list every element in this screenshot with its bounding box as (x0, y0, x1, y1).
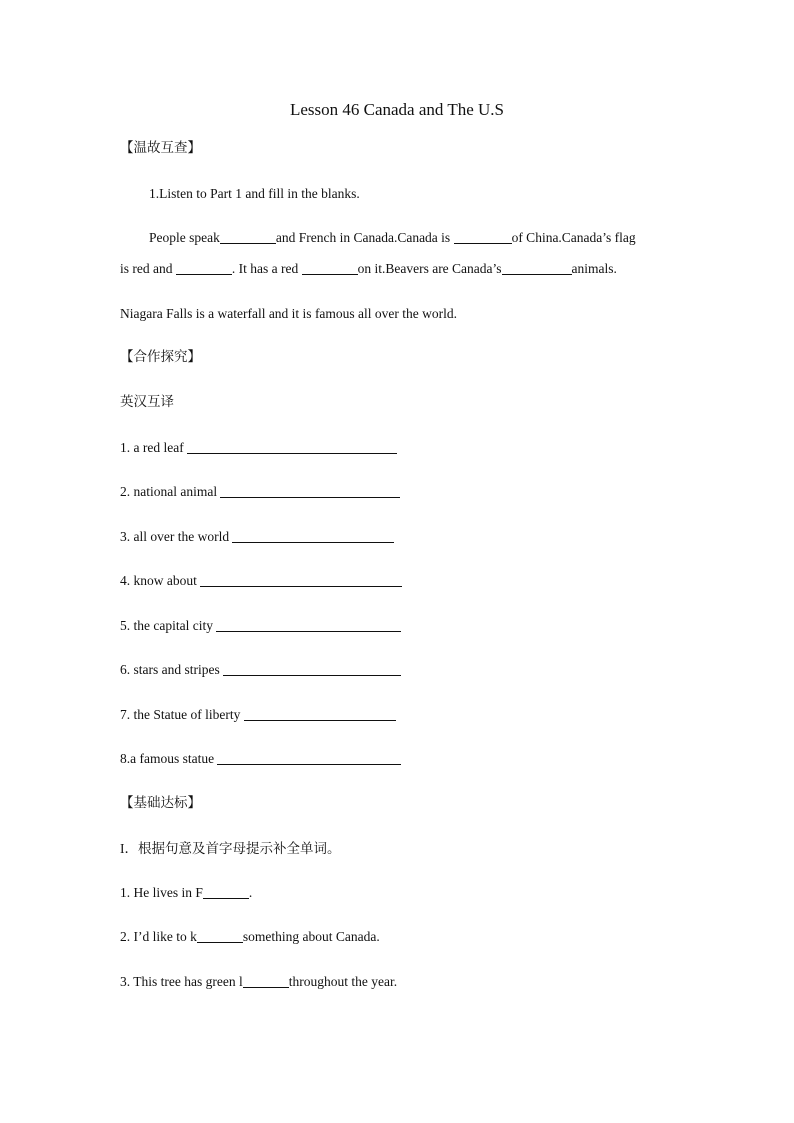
answer-blank[interactable] (244, 707, 396, 721)
listening-text: is red and (120, 261, 176, 276)
translate-item-text: 7. the Statue of liberty (120, 707, 241, 722)
fill-item-text: something about Canada. (242, 929, 380, 944)
answer-blank[interactable] (216, 618, 401, 632)
listening-text: on it.Beavers are Canada’s (357, 261, 502, 276)
part1-instruction: 根据句意及首字母提示补全单词。 (138, 841, 341, 857)
translate-item (120, 706, 396, 724)
translate-item-text: 3. all over the world (120, 529, 230, 544)
fill-item-text: 3. This tree has green l (120, 974, 243, 989)
fill-item (120, 928, 380, 946)
listening-line-3: Niagara Falls is a waterfall and it is famous all over the world. (120, 306, 458, 321)
translate-item (120, 528, 394, 546)
fill-item-text: . (248, 885, 253, 900)
translate-item-text: 6. stars and stripes (120, 662, 220, 677)
lesson-title: Lesson 46 Canada and The U.S (289, 100, 505, 119)
part1-number: I． (120, 841, 138, 856)
listening-line-2 (120, 260, 617, 278)
listening-instruction: 1.Listen to Part 1 and fill in the blanks. (149, 186, 360, 201)
translate-item (120, 572, 402, 590)
answer-blank[interactable] (217, 751, 401, 765)
translate-item (120, 617, 401, 635)
answer-blank[interactable] (220, 484, 400, 498)
listening-line-1 (149, 229, 636, 247)
answer-blank[interactable] (200, 573, 402, 587)
part1-heading (120, 840, 341, 858)
listening-text: of China.Canada’s flag (511, 230, 636, 245)
answer-blank[interactable] (243, 974, 289, 988)
translate-item-text: 1. a red leaf (120, 440, 184, 455)
listening-text: . It has a red (231, 261, 302, 276)
translate-item (120, 750, 401, 768)
translate-item-text: 4. know about (120, 573, 197, 588)
listening-text: animals. (571, 261, 617, 276)
fill-item (120, 973, 397, 991)
fill-item (120, 884, 252, 902)
section-coop-heading: 【合作探究】 (120, 349, 201, 365)
translate-item-text: 8.a famous statue (120, 751, 215, 766)
answer-blank[interactable] (223, 662, 401, 676)
section-review-heading: 【温故互查】 (120, 140, 201, 156)
translate-item-text: 2. national animal (120, 484, 218, 499)
translate-item (120, 661, 401, 679)
translate-item (120, 439, 397, 457)
translate-heading: 英汉互译 (120, 394, 174, 410)
section-basic-heading: 【基础达标】 (120, 795, 201, 811)
answer-blank[interactable] (176, 261, 232, 275)
answer-blank[interactable] (220, 230, 276, 244)
answer-blank[interactable] (197, 929, 243, 943)
fill-item-text: throughout the year. (288, 974, 398, 989)
answer-blank[interactable] (502, 261, 572, 275)
answer-blank[interactable] (203, 885, 249, 899)
answer-blank[interactable] (232, 529, 394, 543)
answer-blank[interactable] (187, 440, 397, 454)
answer-blank[interactable] (454, 230, 512, 244)
translate-item (120, 483, 400, 501)
listening-text: and French in Canada.Canada is (275, 230, 454, 245)
answer-blank[interactable] (302, 261, 358, 275)
listening-text: People speak (149, 230, 220, 245)
translate-item-text: 5. the capital city (120, 618, 213, 633)
fill-item-text: 1. He lives in F (120, 885, 203, 900)
fill-item-text: 2. I’d like to k (120, 929, 197, 944)
